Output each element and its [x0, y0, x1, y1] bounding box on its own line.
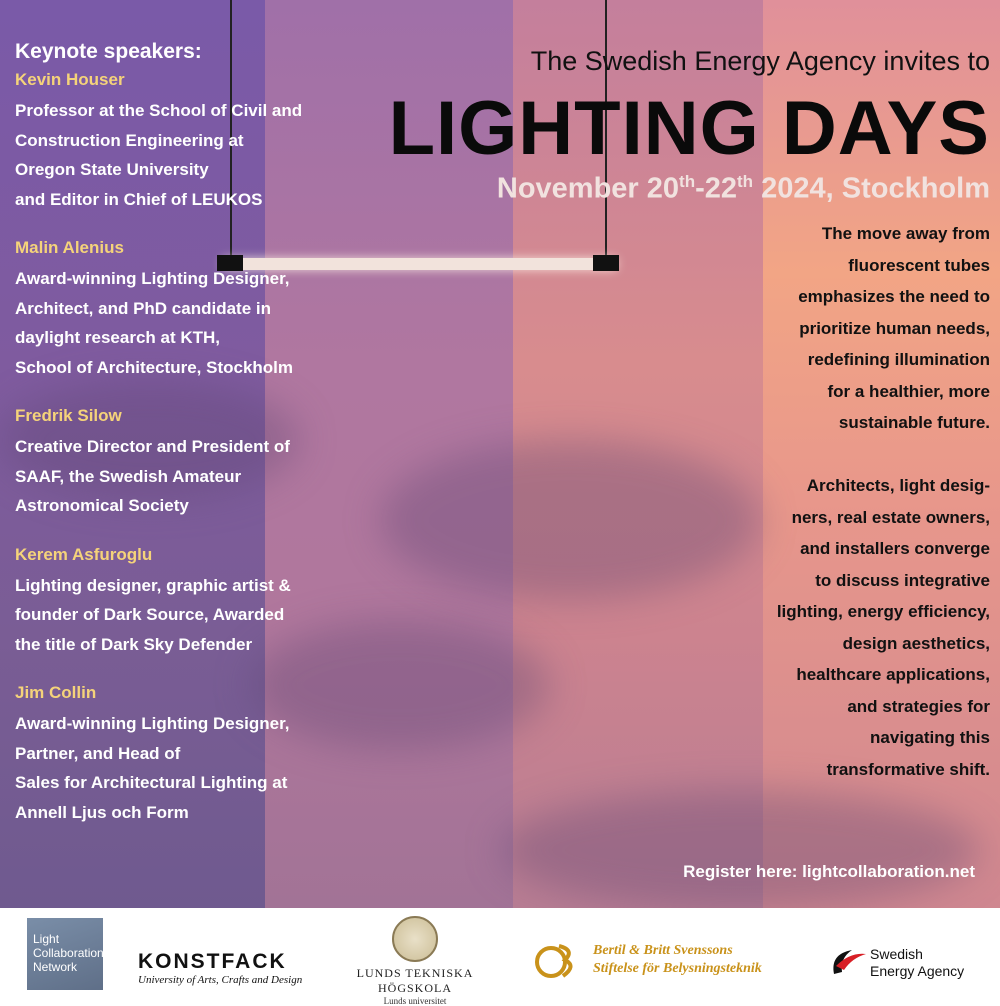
- page-title: LIGHTING DAYS: [388, 86, 990, 171]
- paragraph-line: to discuss integrative: [815, 570, 990, 590]
- speaker-description-line: the title of Dark Sky Defender: [15, 634, 253, 654]
- speaker-list: [15, 70, 355, 827]
- speaker-description-line: Partner, and Head of: [15, 743, 181, 763]
- speaker-description-line: founder of Dark Source, Awarded: [15, 605, 285, 624]
- speaker-description-line: Sales for Architectural Lighting at: [15, 773, 288, 792]
- speaker-description: [15, 432, 355, 521]
- speaker-description-line: Award-winning Lighting Designer,: [15, 269, 290, 288]
- monogram-icon: [535, 940, 579, 980]
- lth-logo: [330, 916, 500, 1006]
- speaker-name: Malin Alenius: [15, 238, 124, 257]
- logo-text: LUNDS TEKNISKA HÖGSKOLA: [356, 966, 474, 995]
- speaker-description-line: daylight research at KTH,: [15, 328, 221, 347]
- paragraph-line: Architects, light desig-: [806, 476, 990, 495]
- speaker-description-line: Award-winning Lighting Designer,: [15, 714, 290, 733]
- konstfack-logo: [138, 950, 302, 986]
- logo-line: Bertil & Britt Svenssons: [593, 943, 733, 958]
- logo-line: Stiftelse för Belysningsteknik: [593, 961, 762, 976]
- intro-line: The Swedish Energy Agency invites to: [530, 46, 990, 76]
- description-paragraph-1: [690, 218, 990, 439]
- paragraph-line: healthcare applications,: [796, 665, 990, 684]
- speaker-description-line: and Editor in Chief of LEUKOS: [15, 189, 263, 209]
- date-sup: th: [679, 172, 696, 191]
- speaker-description: [15, 571, 355, 660]
- speaker-description: [15, 96, 355, 214]
- paragraph-line: emphasizes the need to: [798, 287, 990, 306]
- speaker-entry: [15, 238, 355, 382]
- date-sup: th: [737, 172, 754, 191]
- paragraph-line: sustainable future.: [838, 413, 990, 432]
- speaker-description-line: SAAF, the Swedish Amateur: [15, 466, 242, 486]
- speaker-description-line: Lighting designer, graphic artist &: [15, 575, 291, 595]
- speaker-entry: [15, 406, 355, 521]
- event-date: [380, 172, 990, 206]
- logo-subtext: Lunds universitet: [383, 996, 447, 1006]
- logo-text: Network: [33, 960, 78, 974]
- paragraph-line: redefining illumination: [807, 350, 990, 369]
- paragraph-line: and strategies for: [847, 696, 990, 716]
- speaker-entry: [15, 545, 355, 660]
- speaker-description-line: Construction Engineering at: [15, 130, 244, 150]
- speaker-description: [15, 709, 355, 827]
- paragraph-line: design aesthetics,: [842, 633, 990, 653]
- speaker-entry: [15, 70, 355, 214]
- paragraph-line: prioritize human needs,: [799, 318, 990, 338]
- light-collaboration-network-logo: [27, 918, 103, 990]
- speaker-description-line: School of Architecture, Stockholm: [15, 357, 294, 377]
- paragraph-line: transformative shift.: [826, 759, 990, 779]
- speaker-description: [15, 264, 355, 382]
- speaker-description-line: Professor at the School of Civil and: [15, 101, 303, 120]
- lamp-cap-right: [593, 255, 619, 271]
- speaker-description-line: Creative Director and President of: [15, 437, 290, 456]
- logo-text: Collaboration: [33, 946, 104, 960]
- speaker-description-line: Architect, and PhD candidate in: [15, 298, 271, 318]
- keynote-heading: Keynote speakers:: [15, 40, 202, 63]
- logo-line: Energy Agency: [870, 963, 965, 979]
- seal-icon: [392, 916, 438, 962]
- energy-swoosh-icon: [828, 944, 870, 982]
- cloud-shape: [500, 790, 980, 908]
- date-part: -22: [695, 172, 738, 205]
- speaker-name: Jim Collin: [15, 683, 97, 702]
- logo-text: KONSTFACK: [138, 950, 287, 973]
- logo-text: [593, 942, 813, 978]
- speaker-name: Kevin Houser: [15, 70, 125, 89]
- description-paragraph-2: [690, 470, 990, 785]
- date-part: November 20: [496, 172, 680, 205]
- speaker-name: Kerem Asfuroglu: [15, 544, 153, 564]
- register-link[interactable]: Register here: lightcollaboration.net: [683, 862, 975, 881]
- logo-line: Swedish: [870, 946, 923, 962]
- logo-text: [870, 946, 990, 980]
- logo-text: Light: [33, 932, 60, 946]
- logo-subtext: University of Arts, Crafts and Design: [138, 974, 303, 986]
- paragraph-line: fluorescent tubes: [848, 255, 990, 275]
- paragraph-line: ners, real estate owners,: [791, 507, 990, 527]
- speaker-entry: [15, 683, 355, 827]
- paragraph-line: navigating this: [870, 728, 990, 747]
- speaker-name: Fredrik Silow: [15, 406, 122, 425]
- speaker-description-line: Astronomical Society: [15, 496, 189, 515]
- speaker-description-line: Annell Ljus och Form: [15, 802, 189, 822]
- paragraph-line: lighting, energy efficiency,: [776, 602, 990, 621]
- speaker-description-line: Oregon State University: [15, 160, 209, 179]
- paragraph-line: The move away from: [821, 224, 990, 243]
- date-part: 2024, Stockholm: [753, 172, 990, 205]
- paragraph-line: for a healthier, more: [827, 381, 990, 401]
- sponsor-logos: [0, 908, 1000, 1006]
- paragraph-line: and installers converge: [800, 539, 990, 558]
- keynote-section: [15, 40, 355, 851]
